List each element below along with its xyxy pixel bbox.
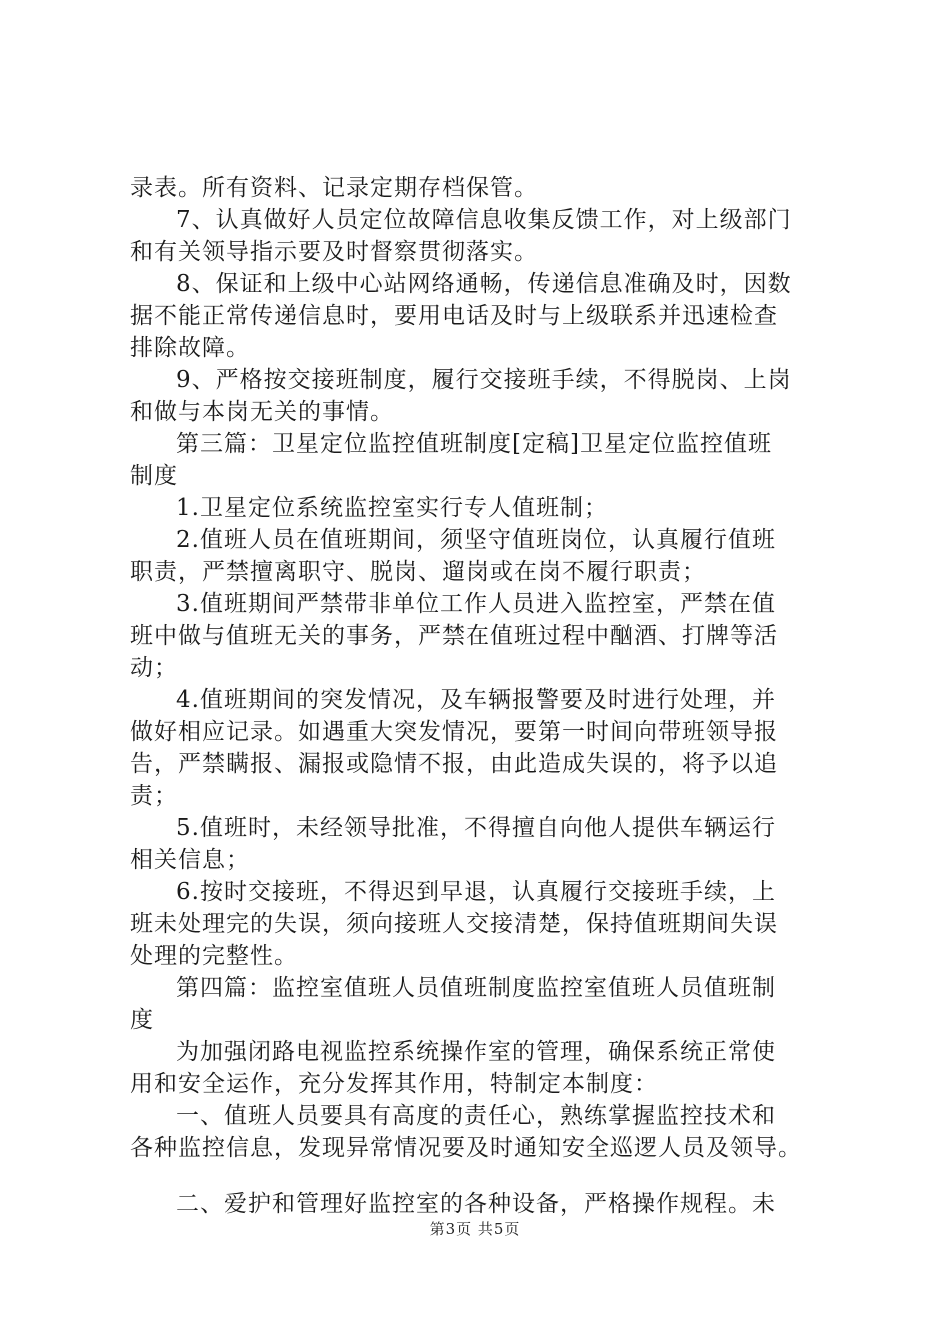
text-line: 3.值班期间严禁带非单位工作人员进入监控室，严禁在值 [176,591,776,617]
text-line: 5.值班时，未经领导批准，不得擅自向他人提供车辆运行 [176,815,776,841]
section-heading-line: 制度 [130,463,178,489]
text-line: 和做与本岗无关的事情。 [130,399,394,425]
text-line: 1.卫星定位系统监控室实行专人值班制； [176,495,608,521]
text-line: 责； [130,783,178,809]
page-number-footer: 第3页 共5页 [429,1220,521,1238]
section-heading-line: 第四篇：监控室值班人员值班制度监控室值班人员值班制 [176,975,776,1001]
text-line: 6.按时交接班，不得迟到早退，认真履行交接班手续，上 [176,879,776,905]
section-heading-line: 度 [130,1007,154,1033]
text-line: 2.值班人员在值班期间，须坚守值班岗位，认真履行值班 [176,527,776,553]
text-line: 为加强闭路电视监控系统操作室的管理，确保系统正常使 [176,1039,776,1065]
text-line: 班中做与值班无关的事务，严禁在值班过程中酗酒、打牌等活 [130,623,778,649]
text-line: 处理的完整性。 [130,943,298,969]
paragraph-gap [130,1164,830,1188]
text-line: 和有关领导指示要及时督察贯彻落实。 [130,239,538,265]
text-line: 排除故障。 [130,335,250,361]
text-line: 职责，严禁擅离职守、脱岗、遛岗或在岗不履行职责； [130,559,706,585]
text-line: 9、严格按交接班制度，履行交接班手续，不得脱岗、上岗 [176,367,792,393]
text-line: 据不能正常传递信息时，要用电话及时与上级联系并迅速检查 [130,303,778,329]
text-line: 二、爱护和管理好监控室的各种设备，严格操作规程。未 [176,1191,776,1217]
section-heading-line: 第三篇：卫星定位监控值班制度[定稿]卫星定位监控值班 [176,431,772,457]
text-line: 4.值班期间的突发情况，及车辆报警要及时进行处理，并 [176,687,776,713]
text-line: 用和安全运作，充分发挥其作用，特制定本制度： [130,1071,658,1097]
text-line: 各种监控信息，发现异常情况要及时通知安全巡逻人员及领导。 [130,1135,802,1161]
text-line: 动； [130,655,178,681]
text-line: 相关信息； [130,847,250,873]
text-line: 8、保证和上级中心站网络通畅，传递信息准确及时，因数 [176,271,792,297]
text-line: 7、认真做好人员定位故障信息收集反馈工作，对上级部门 [176,207,792,233]
text-line: 班未处理完的失误，须向接班人交接清楚，保持值班期间失误 [130,911,778,937]
text-line: 告，严禁瞒报、漏报或隐情不报，由此造成失误的，将予以追 [130,751,778,777]
text-line: 录表。所有资料、记录定期存档保管。 [130,175,538,201]
text-line: 做好相应记录。如遇重大突发情况，要第一时间向带班领导报 [130,719,778,745]
text-line: 一、值班人员要具有高度的责任心，熟练掌握监控技术和 [176,1103,776,1129]
document-body [130,172,830,1220]
